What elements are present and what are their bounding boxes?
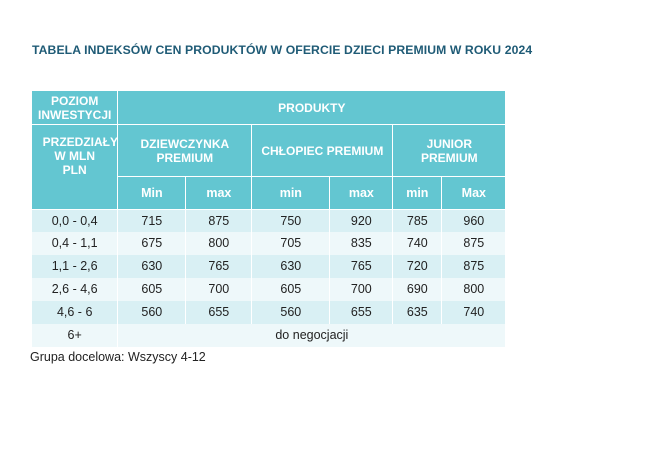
value-cell: 690 bbox=[393, 278, 442, 301]
group-header-dziewczynka: DZIEWCZYNKA PREMIUM bbox=[118, 125, 252, 177]
table-row bbox=[32, 210, 506, 232]
range-cell: 0,4 - 1,1 bbox=[32, 232, 118, 255]
value-cell: 675 bbox=[118, 232, 186, 255]
table-row bbox=[32, 232, 506, 255]
value-cell: 700 bbox=[330, 278, 393, 301]
dziewczynka-max-header: max bbox=[186, 177, 252, 210]
chlopiec-max-header: max bbox=[330, 177, 393, 210]
value-cell: 655 bbox=[330, 301, 393, 324]
value-cell: 715 bbox=[118, 210, 186, 232]
group-header-chlopiec: CHŁOPIEC PREMIUM bbox=[252, 125, 393, 177]
value-cell: 800 bbox=[186, 232, 252, 255]
value-cell: 765 bbox=[186, 255, 252, 278]
negotiation-note: do negocjacji bbox=[118, 324, 506, 347]
table-row bbox=[32, 301, 506, 324]
value-cell: 875 bbox=[186, 210, 252, 232]
value-cell: 765 bbox=[330, 255, 393, 278]
value-cell: 750 bbox=[252, 210, 330, 232]
value-cell: 630 bbox=[252, 255, 330, 278]
header-row-top bbox=[32, 91, 506, 125]
price-index-table bbox=[31, 90, 506, 347]
value-cell: 740 bbox=[442, 301, 506, 324]
chlopiec-min-header: min bbox=[252, 177, 330, 210]
range-cell: 4,6 - 6 bbox=[32, 301, 118, 324]
value-cell: 800 bbox=[442, 278, 506, 301]
value-cell: 720 bbox=[393, 255, 442, 278]
value-cell: 605 bbox=[252, 278, 330, 301]
value-cell: 630 bbox=[118, 255, 186, 278]
poziom-inwestycji-header: POZIOM INWESTYCJI bbox=[32, 91, 118, 125]
value-cell: 605 bbox=[118, 278, 186, 301]
table-row-last bbox=[32, 324, 506, 347]
group-header-junior: JUNIOR PREMIUM bbox=[393, 125, 506, 177]
value-cell: 785 bbox=[393, 210, 442, 232]
value-cell: 635 bbox=[393, 301, 442, 324]
value-cell: 740 bbox=[393, 232, 442, 255]
produkty-header: PRODUKTY bbox=[118, 91, 506, 125]
value-cell: 960 bbox=[442, 210, 506, 232]
przedzialy-header bbox=[32, 125, 118, 210]
dziewczynka-min-header: Min bbox=[118, 177, 186, 210]
range-cell: 0,0 - 0,4 bbox=[32, 210, 118, 232]
junior-min-header: min bbox=[393, 177, 442, 210]
value-cell: 920 bbox=[330, 210, 393, 232]
value-cell: 560 bbox=[252, 301, 330, 324]
range-cell: 2,6 - 4,6 bbox=[32, 278, 118, 301]
value-cell: 560 bbox=[118, 301, 186, 324]
value-cell: 705 bbox=[252, 232, 330, 255]
value-cell: 835 bbox=[330, 232, 393, 255]
target-group-caption: Grupa docelowa: Wszyscy 4-12 bbox=[30, 350, 206, 364]
value-cell: 700 bbox=[186, 278, 252, 301]
header-row-groups bbox=[32, 125, 506, 177]
range-cell: 1,1 - 2,6 bbox=[32, 255, 118, 278]
value-cell: 655 bbox=[186, 301, 252, 324]
value-cell: 875 bbox=[442, 255, 506, 278]
value-cell: 875 bbox=[442, 232, 506, 255]
table-title: TABELA INDEKSÓW CEN PRODUKTÓW W OFERCIE DZIECI PREMIUM W ROKU 2024 bbox=[32, 43, 533, 57]
table-row bbox=[32, 278, 506, 301]
junior-max-header: Max bbox=[442, 177, 506, 210]
table-row bbox=[32, 255, 506, 278]
range-cell: 6+ bbox=[32, 324, 118, 347]
przedzialy-header-text: PRZEDZIAŁY W MLN PLN bbox=[42, 135, 119, 177]
